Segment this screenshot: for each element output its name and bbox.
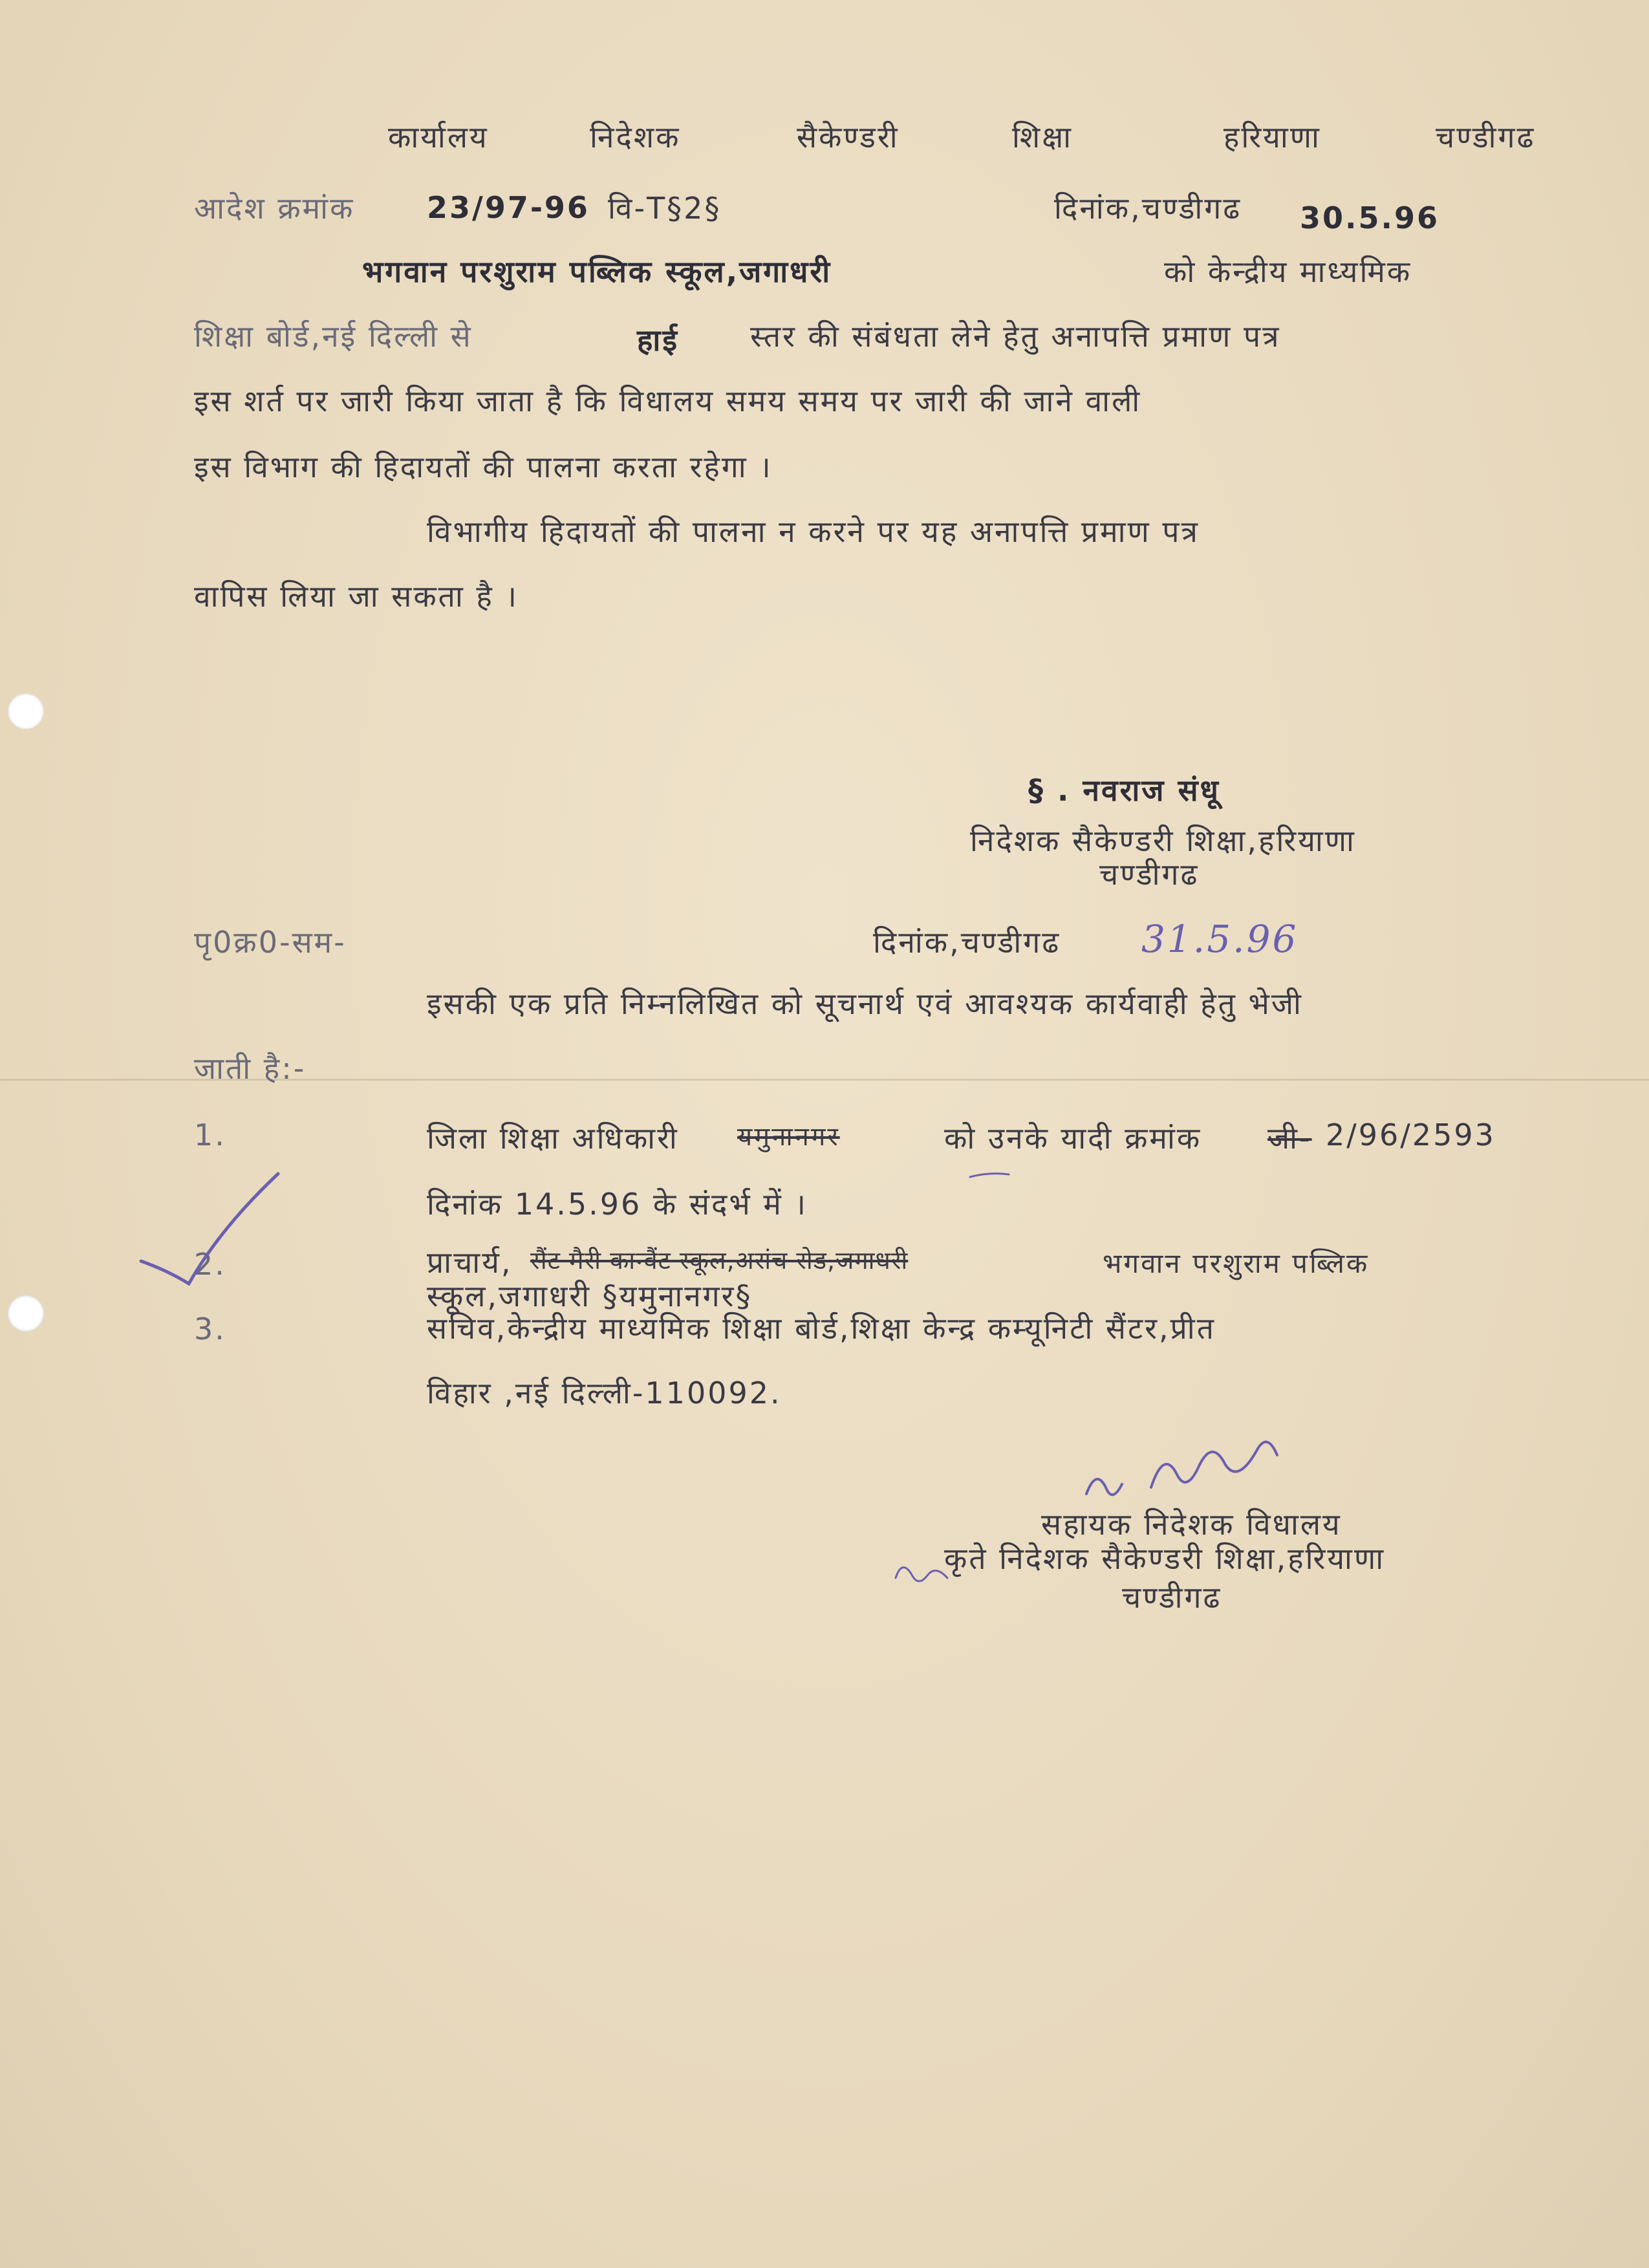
signatory-name: § . नवराज संधू bbox=[1028, 773, 1220, 808]
order-date-label: दिनांक,चण्डीगढ bbox=[1054, 191, 1242, 226]
recipient-1-struck-ref: जी- bbox=[1267, 1121, 1312, 1156]
signature-scribble bbox=[1086, 1442, 1277, 1495]
body-line1-end: को केन्द्रीय माध्यमिक bbox=[1164, 254, 1412, 289]
sign2-line3: चण्डीगढ bbox=[1122, 1580, 1222, 1615]
header-city: चण्डीगढ bbox=[1436, 120, 1536, 155]
endorsement-date-label: दिनांक,चण्डीगढ bbox=[873, 925, 1061, 960]
recipient-3-line1: सचिव,केन्द्रीय माध्यमिक शिक्षा बोर्ड,शिक्षा केन्द्र कम्यूनिटी सैंटर,प्रीत bbox=[427, 1311, 1216, 1346]
header-director: निदेशक bbox=[590, 120, 681, 155]
recipient-2-line1-a: प्राचार्य, bbox=[427, 1245, 513, 1280]
recipient-2-struck-school: सैंट मैरी कान्वैंट स्कूल,अरांच रोड,जगाधरी bbox=[530, 1246, 909, 1275]
signatory-city: चण्डीगढ bbox=[1099, 857, 1200, 892]
endorsement-intro-line2: जाती है:- bbox=[194, 1051, 307, 1086]
recipient-3-line2: विहार ,नई दिल्ली-110092. bbox=[427, 1376, 782, 1410]
order-label: आदेश क्रमांक bbox=[194, 191, 355, 226]
sign2-line2: कृते निदेशक सैकेण्डरी शिक्षा,हरियाणा bbox=[944, 1541, 1386, 1576]
pen-dash bbox=[970, 1174, 1009, 1177]
body-line3: इस शर्त पर जारी किया जाता है कि विधालय समय समय पर जारी की जाने वाली bbox=[194, 383, 1142, 418]
para2-line1: विभागीय हिदायतों की पालना न करने पर यह अनापत्ति प्रमाण पत्र bbox=[427, 514, 1200, 549]
body-line2-a: शिक्षा बोर्ड,नई दिल्ली से bbox=[194, 319, 473, 354]
body-level: हाई bbox=[637, 323, 679, 358]
recipient-1-line1-b: को उनके यादी क्रमांक bbox=[944, 1121, 1202, 1156]
signatory-designation: निदेशक सैकेण्डरी शिक्षा,हरियाणा bbox=[970, 823, 1356, 858]
recipient-1-number: 1. bbox=[194, 1118, 226, 1152]
recipient-2-line1-b: भगवान परशुराम पब्लिक bbox=[1103, 1247, 1370, 1279]
order-number: 23/97-96 bbox=[427, 190, 590, 225]
para2-line2: वापिस लिया जा सकता है । bbox=[194, 579, 519, 614]
body-line2-b: स्तर की संबंधता लेने हेतु अनापत्ति प्रमाण पत्र bbox=[750, 319, 1281, 354]
order-suffix: वि-T§2§ bbox=[608, 191, 722, 226]
body-line4: इस विभाग की हिदायतों की पालना करता रहेगा । bbox=[194, 449, 773, 484]
sign2-line1: सहायक निदेशक विधालय bbox=[1041, 1507, 1342, 1542]
recipient-1-struck-district: यमुनानगर bbox=[737, 1122, 840, 1152]
recipient-1-line1-a: जिला शिक्षा अधिकारी bbox=[427, 1121, 679, 1156]
header-office: कार्यालय bbox=[388, 120, 489, 155]
header-education: शिक्षा bbox=[1012, 120, 1073, 155]
endorsement-intro-line1: इसकी एक प्रति निम्नलिखित को सूचनार्थ एवं आवश्यक कार्यवाही हेतु भेजी bbox=[427, 986, 1303, 1021]
recipient-1-line2: दिनांक 14.5.96 के संदर्भ में । bbox=[427, 1187, 808, 1222]
recipient-2-line2: स्कूल,जगाधरी §यमुनानगर§ bbox=[427, 1279, 753, 1313]
initials-scribble bbox=[896, 1568, 947, 1581]
endorsement-ref: पृ0क्र0-सम- bbox=[194, 925, 347, 960]
tick-mark bbox=[141, 1174, 278, 1284]
recipient-3-number: 3. bbox=[194, 1312, 226, 1346]
header-secondary: सैकेण्डरी bbox=[797, 120, 900, 155]
recipient-1-ref: 2/96/2593 bbox=[1326, 1118, 1496, 1152]
recipient-2-number: 2. bbox=[194, 1247, 226, 1282]
order-date: 30.5.96 bbox=[1300, 200, 1439, 235]
header-state: हरियाणा bbox=[1223, 120, 1321, 155]
endorsement-date-handwritten: 31.5.96 bbox=[1141, 917, 1299, 961]
school-name: भगवान परशुराम पब्लिक स्कूल,जगाधरी bbox=[362, 254, 832, 289]
